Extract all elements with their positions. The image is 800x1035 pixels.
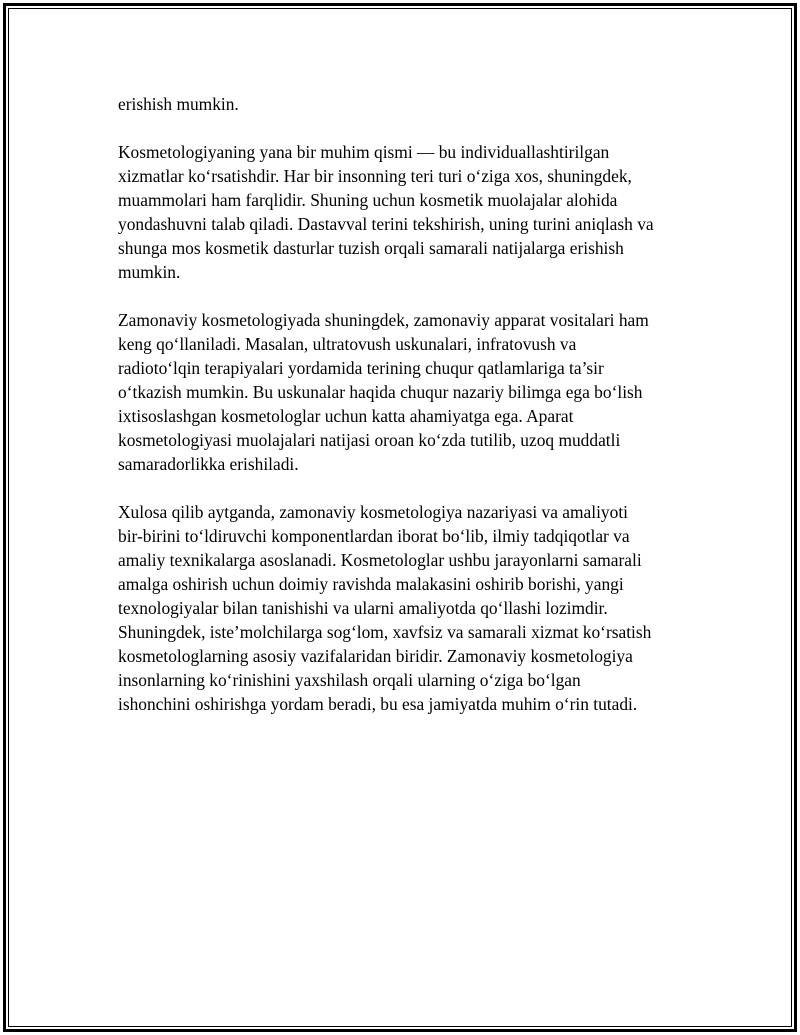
text-line: kosmetologlarning asosiy vazifalaridan biridir. Zamonaviy kosmetologiya — [118, 646, 633, 666]
text-line: keng qo‘llaniladi. Masalan, ultratovush uskunalari, infratovush va — [118, 334, 577, 354]
paragraph-2 — [118, 140, 698, 284]
text-line: muammolari ham farqlidir. Shuning uchun kosmetik muolajalar alohida — [118, 190, 618, 210]
text-line: erishish mumkin. — [118, 94, 239, 114]
paragraph-4 — [118, 500, 698, 716]
text-line: amalga oshirish uchun doimiy ravishda malakasini oshirib borishi, yangi — [118, 574, 624, 594]
paragraph-1 — [118, 92, 698, 116]
text-line: o‘tkazish mumkin. Bu uskunalar haqida chuqur nazariy bilimga ega bo‘lish — [118, 382, 643, 402]
text-line: yondashuvni talab qiladi. Dastavval terini tekshirish, uning turini aniqlash va — [118, 214, 654, 234]
text-line: ishonchini oshirishga yordam beradi, bu esa jamiyatda muhim o‘rin tutadi. — [118, 694, 638, 714]
text-line: texnologiyalar bilan tanishishi va ularni amaliyotda qo‘llashi lozimdir. — [118, 598, 608, 618]
text-line: kosmetologiyasi muolajalari natijasi oroan ko‘zda tutilib, uzoq muddatli — [118, 430, 621, 450]
text-line: Xulosa qilib aytganda, zamonaviy kosmetologiya nazariyasi va amaliyoti — [118, 502, 628, 522]
text-line: ixtisoslashgan kosmetologlar uchun katta ahamiyatga ega. Aparat — [118, 406, 574, 426]
text-line: samaradorlikka erishiladi. — [118, 454, 299, 474]
text-line: insonlarning ko‘rinishini yaxshilash orqali ularning o‘ziga bo‘lgan — [118, 670, 581, 690]
document-body — [118, 92, 698, 740]
text-line: radioto‘lqin terapiyalari yordamida terining chuqur qatlamlariga ta’sir — [118, 358, 604, 378]
paragraph-3 — [118, 308, 698, 476]
text-line: Kosmetologiyaning yana bir muhim qismi — bu individuallashtirilgan — [118, 142, 610, 162]
text-line: Zamonaviy kosmetologiyada shuningdek, zamonaviy apparat vositalari ham — [118, 310, 649, 330]
text-line: Shuningdek, iste’molchilarga sog‘lom, xavfsiz va samarali xizmat ko‘rsatish — [118, 622, 652, 642]
text-line: xizmatlar ko‘rsatishdir. Har bir insonning teri turi o‘ziga xos, shuningdek, — [118, 166, 632, 186]
text-line: mumkin. — [118, 262, 181, 282]
text-line: shunga mos kosmetik dasturlar tuzish orqali samarali natijalarga erishish — [118, 238, 624, 258]
text-line: amaliy texnikalarga asoslanadi. Kosmetologlar ushbu jarayonlarni samarali — [118, 550, 642, 570]
text-line: bir-birini to‘ldiruvchi komponentlardan iborat bo‘lib, ilmiy tadqiqotlar va — [118, 526, 630, 546]
